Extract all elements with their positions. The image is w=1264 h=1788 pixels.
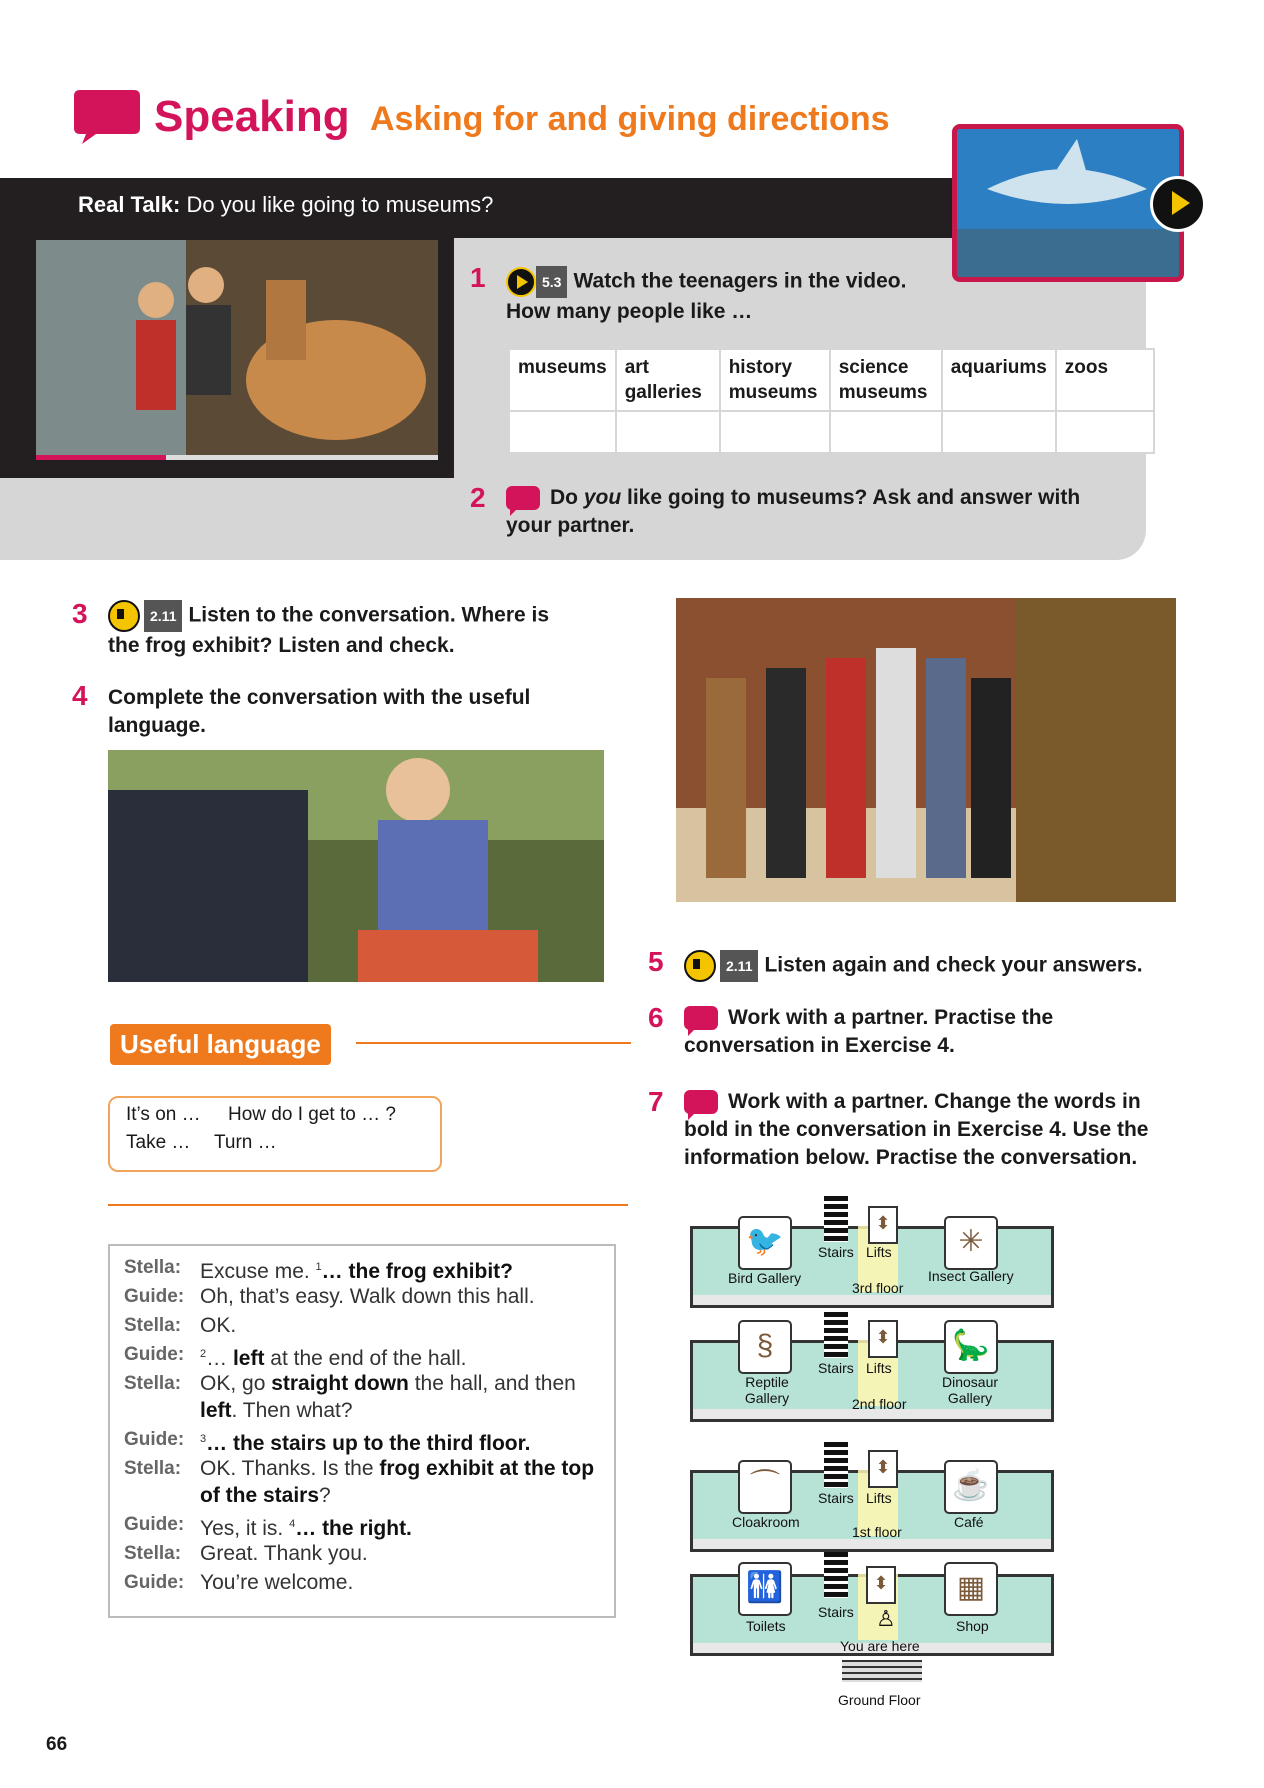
- stairs-icon: [824, 1552, 848, 1598]
- dialogue-line: Guide: You’re welcome.: [124, 1571, 354, 1594]
- stairs-icon: [824, 1196, 848, 1242]
- room-label: Toilets: [746, 1618, 786, 1634]
- exercise-3-number: 3: [72, 598, 88, 629]
- floor-1-base: [690, 1539, 1054, 1552]
- floor-label: 2nd floor: [852, 1396, 907, 1412]
- room-label: Shop: [956, 1618, 989, 1634]
- you-are-here-label: You are here: [840, 1638, 920, 1654]
- page-number: 66: [46, 1734, 68, 1755]
- shark-image: [957, 129, 1179, 277]
- floor-3-base: [690, 1295, 1054, 1308]
- exercise-2-number: 2: [470, 482, 486, 513]
- stairs-label: Stairs: [818, 1490, 854, 1506]
- dialogue-line: Stella: OK.: [124, 1314, 237, 1337]
- spider-icon: ✳: [944, 1216, 998, 1270]
- dialogue-line: Stella: OK. Thanks. Is the frog exhibit at the top of the stairs?: [124, 1457, 595, 1507]
- exercise-4-number: 4: [72, 680, 88, 711]
- dialogue-line: Guide: Oh, that’s easy. Walk down this hall.: [124, 1285, 535, 1308]
- survey-col-history-museums: history museums: [720, 349, 830, 411]
- survey-col-science-museums: science museums: [830, 349, 942, 411]
- exercise-1-code: 5.3: [536, 266, 567, 298]
- dialogue-line: Guide: $^2$… left at the end of the hall.: [124, 1344, 467, 1370]
- room-label: Reptile Gallery: [744, 1374, 790, 1406]
- exercise-1-line1: Watch the teenagers in the video.: [573, 269, 907, 293]
- stairs-label: Stairs: [818, 1604, 854, 1620]
- lifts-label: Lifts: [866, 1244, 892, 1260]
- exercise-1-instructions: [506, 266, 906, 326]
- lifts-label: Lifts: [866, 1360, 892, 1376]
- survey-col-aquariums: aquariums: [942, 349, 1056, 411]
- useful-language-rule: [356, 1042, 631, 1044]
- phrase: Take …: [126, 1132, 191, 1153]
- survey-answer-cell[interactable]: [1056, 411, 1154, 453]
- room-label: Café: [954, 1514, 984, 1530]
- lift-icon: ⬍: [868, 1320, 898, 1358]
- stairs-icon: [824, 1442, 848, 1488]
- dialogue-line: Stella: Great. Thank you.: [124, 1542, 368, 1565]
- room-label: Dinosaur Gallery: [942, 1374, 999, 1406]
- lift-icon: ⬍: [868, 1450, 898, 1488]
- survey-answer-cell[interactable]: [509, 411, 616, 453]
- exercise-1-line2: How many people like …: [506, 300, 753, 323]
- pair-work-icon: [506, 486, 540, 510]
- survey-col-museums: museums: [509, 349, 616, 411]
- exercise-5-instructions: 2.11 Listen again and check your answers.: [684, 950, 1143, 982]
- survey-answer-cell[interactable]: [942, 411, 1056, 453]
- exercise-3-code: 2.11: [144, 600, 182, 632]
- exercise-1-number: 1: [470, 262, 486, 293]
- room-label: Cloakroom: [732, 1514, 800, 1530]
- ground-floor-label: Ground Floor: [838, 1692, 921, 1708]
- exercise-7-number: 7: [648, 1086, 664, 1117]
- exercise-5-code: 2.11: [720, 950, 758, 982]
- dialogue-line: Stella: Excuse me. $^1$… the frog exhibit?: [124, 1257, 513, 1283]
- girls-reading-map-photo: [108, 750, 604, 982]
- snake-icon: §: [738, 1320, 792, 1374]
- survey-col-art-galleries: art galleries: [616, 349, 720, 411]
- phrase: It’s on …: [126, 1104, 201, 1125]
- person-icon: ♙: [876, 1606, 896, 1631]
- phrase: How do I get to … ?: [228, 1104, 396, 1125]
- real-talk-heading: [78, 192, 493, 218]
- video-progress-fill: [36, 455, 166, 460]
- lift-icon: ⬍: [868, 1206, 898, 1244]
- room-label: Insect Gallery: [928, 1268, 1014, 1284]
- lift-icon: ⬍: [866, 1566, 896, 1604]
- exercise-6-number: 6: [648, 1002, 664, 1033]
- exercise-2-instructions: Do you like going to museums? Ask and answer with your partner.: [506, 486, 1081, 537]
- coffee-cup-icon: ☕: [944, 1460, 998, 1514]
- museum-video-image[interactable]: [36, 240, 438, 460]
- shop-icon: ▦: [944, 1562, 998, 1616]
- pair-work-icon: [684, 1090, 718, 1114]
- survey-table: [508, 348, 1155, 454]
- room-label: Bird Gallery: [728, 1270, 802, 1286]
- stairs-label: Stairs: [818, 1244, 854, 1260]
- stairs-icon: [824, 1312, 848, 1358]
- page-subtitle: Asking for and giving directions: [370, 100, 890, 138]
- page-title: Speaking: [154, 92, 350, 141]
- entrance-steps: [842, 1660, 922, 1682]
- coat-hanger-icon: ⌒: [738, 1460, 792, 1514]
- audio-icon[interactable]: [108, 600, 140, 632]
- floor-label: 3rd floor: [852, 1280, 904, 1296]
- conversation-box: [108, 1244, 616, 1618]
- dialogue-line: Guide: $^3$… the stairs up to the third floor.: [124, 1429, 531, 1455]
- teens-in-museum-photo: [676, 598, 1176, 902]
- exercise-7-instructions: Work with a partner. Change the words in bold in the conversation in Exercise 4. Use the information below. Practise the conversation.: [684, 1090, 1149, 1169]
- exercise-6-instructions: Work with a partner. Practise the conversation in Exercise 4.: [684, 1006, 1054, 1057]
- pair-work-icon: [684, 1006, 718, 1030]
- real-talk-label: Real Talk:: [78, 192, 181, 217]
- survey-answer-cell[interactable]: [830, 411, 942, 453]
- dialogue-line: Stella: OK, go straight down the hall, and then left. Then what?: [124, 1372, 576, 1422]
- exercise-5-number: 5: [648, 946, 664, 977]
- phrase: Turn …: [214, 1132, 277, 1153]
- toilets-icon: 🚻: [738, 1562, 792, 1616]
- exercise-3-instructions: 2.11 Listen to the conversation. Where is the frog exhibit? Listen and check.: [108, 600, 549, 660]
- audio-icon[interactable]: [684, 950, 716, 982]
- stairs-label: Stairs: [818, 1360, 854, 1376]
- real-talk-question: Do you like going to museums?: [186, 192, 494, 217]
- play-icon[interactable]: [1150, 176, 1206, 232]
- video-icon[interactable]: [506, 267, 536, 297]
- floor-label: 1st floor: [852, 1524, 902, 1540]
- survey-answer-cell[interactable]: [720, 411, 830, 453]
- survey-col-zoos: zoos: [1056, 349, 1154, 411]
- dinosaur-icon: 🦕: [944, 1320, 998, 1374]
- lifts-label: Lifts: [866, 1490, 892, 1506]
- exercise-4-instructions: Complete the conversation with the useful language.: [108, 686, 531, 737]
- dialogue-line: Guide: Yes, it is. $^4$… the right.: [124, 1514, 412, 1540]
- section-divider: [108, 1204, 628, 1206]
- speech-bubble-icon: [74, 90, 140, 144]
- useful-language-heading: Useful language: [110, 1024, 331, 1065]
- bird-icon: 🐦: [738, 1216, 792, 1270]
- survey-answer-cell[interactable]: [616, 411, 720, 453]
